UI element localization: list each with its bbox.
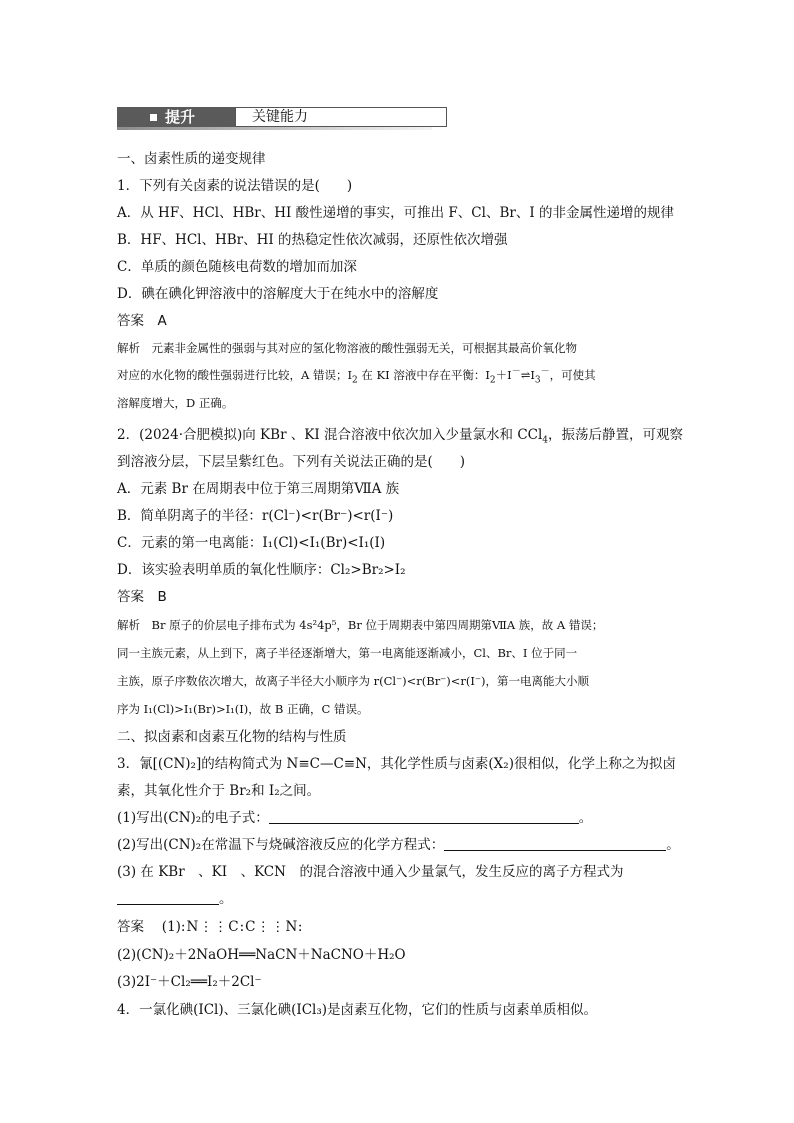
q1-option-a: A．从 HF、HCl、HBr、HI 酸性递增的事实，可推出 F、Cl、Br、I 的非金属性递增的规律 (117, 205, 674, 221)
section-header (117, 107, 432, 129)
q1-exp-part-d: ⇌I (520, 368, 535, 382)
q3-part-2-label: (2)写出(CN)₂在常温下与烧碱溶液反应的化学方程式： (117, 837, 445, 853)
q3-part-1-period: 。 (578, 810, 593, 826)
q4-stem: 4．一氯化碘(ICl)、三氯化碘(ICl₃)是卤素互化物，它们的性质与卤素单质相似。 (117, 1002, 598, 1018)
q2-stem-part-a: 2．(2024·合肥模拟)向 KBr 、KI 混合溶液中依次加入少量氯水和 CCl (117, 427, 543, 443)
q3-part-2-period: 。 (666, 837, 680, 853)
square-bullet-icon (150, 114, 157, 121)
answer-blank-2 (444, 837, 666, 851)
q1-option-d: D．碘在碘化钾溶液中的溶解度大于在纯水中的溶解度 (117, 286, 439, 302)
q3-answer-1-num: (1) (161, 919, 181, 935)
header-title: 提升 (165, 108, 196, 126)
q2-stem-line-2: 到溶液分层，下层呈紫红色。下列有关说法正确的是( ) (117, 454, 466, 470)
q3-part-3-period: 。 (219, 891, 233, 907)
q3-answer-3: (3)2I⁻＋Cl₂══I₂＋2Cl⁻ (117, 974, 262, 990)
q3-part-3-blank-line (117, 890, 233, 908)
q1-stem: 1．下列有关卤素的说法错误的是( ) (117, 178, 353, 194)
q3-part-3: (3) 在 KBr 、KI 、KCN 的混合溶液中通入少量氯气，发生反应的离子方程式为 (117, 864, 624, 880)
q2-option-b: B．简单阴离子的半径：r(Cl⁻)<r(Br⁻)<r(I⁻) (117, 508, 394, 524)
q2-stem-line-1: 2．(2024·合肥模拟)向 KBr 、KI 混合溶液中依次加入少量氯水和 CCl$_4$，振荡后静置，可观察 (117, 427, 684, 446)
q3-stem-line-1: 3．氰[(CN)₂]的结构简式为 N≡C—C≡N，其化学性质与卤素(X₂)很相似，化学上称之为拟卤 (117, 756, 676, 772)
q2-answer: 答案 B (117, 589, 167, 605)
q1-exp-part-b: 在 KI 溶液中存在平衡：I (357, 368, 490, 382)
q1-explanation-line-2: 对应的水化物的酸性强弱进行比较，A 错误；$I_2$ 在 KI 溶液中存在平衡：$I_2+I^-\rightleftharpoons I_3^-$，可使其 (117, 367, 596, 386)
q1-exp-part-c: ＋I (495, 368, 512, 382)
q3-part-1 (117, 809, 592, 827)
q1-explanation-line-3: 溶解度增大，D 正确。 (117, 396, 234, 410)
answer-blank-3 (117, 891, 219, 905)
q2-option-c: C．元素的第一电离能：I₁(Cl)<I₁(Br)<I₁(I) (117, 535, 386, 551)
section-2-title: 二、拟卤素和卤素互化物的结构与性质 (117, 729, 347, 745)
q3-part-2 (117, 836, 680, 854)
q2-stem-part-b: ，振荡后静置，可观察 (548, 427, 684, 443)
q1-option-b: B．HF、HCl、HBr、HI 的热稳定性依次减弱，还原性依次增强 (117, 232, 508, 248)
q2-explanation-line-4: 序为 I₁(Cl)>I₁(Br)>I₁(I)，故 B 正确，C 错误。 (117, 702, 369, 716)
q2-explanation-line-1: 解析 Br 原子的价层电子排布式为 4s²4p⁵，Br 位于周期表中第四周期第ⅦA 族，故 A 错误； (117, 618, 604, 632)
answer-blank-1 (269, 810, 579, 824)
q1-exp-part-a: 对应的水化物的酸性强弱进行比较，A 错误；I (117, 368, 353, 382)
q1-answer: 答案 A (117, 313, 167, 329)
section-1-title: 一、卤素性质的递变规律 (117, 151, 266, 167)
q3-answer-2: (2)(CN)₂＋2NaOH══NaCN＋NaCNO＋H₂O (117, 947, 406, 963)
q3-stem-line-2: 素，其氧化性介于 Br₂和 I₂之间。 (117, 783, 321, 799)
cn2-electron-formula: :N⋮⋮C:C⋮⋮N: (180, 919, 304, 935)
q3-answer-label: 答案 (117, 919, 144, 935)
q2-explanation-line-2: 同一主族元素，从上到下，离子半径逐渐增大，第一电离能逐渐减小，Cl、Br、I 位于同一 (117, 646, 578, 660)
q2-option-d: D．该实验表明单质的氧化性顺序：Cl₂>Br₂>I₂ (117, 562, 406, 578)
header-subtitle: 关键能力 (252, 109, 308, 125)
q1-option-c: C．单质的颜色随核电荷数的增加而加深 (117, 259, 357, 275)
q2-option-a: A．元素 Br 在周期表中位于第三周期第ⅦA 族 (117, 481, 400, 497)
q1-exp-part-e: ，可使其 (549, 368, 596, 382)
q3-answer-1 (117, 918, 303, 936)
q3-part-1-label: (1)写出(CN)₂的电子式： (117, 810, 269, 826)
q1-explanation-line-1: 解析 元素非金属性的强弱与其对应的氢化物溶液的酸性强弱无关，可根据其最高价氧化物 (117, 341, 577, 355)
q2-explanation-line-3: 主族，原子序数依次增大，故离子半径大小顺序为 r(Cl⁻)<r(Br⁻)<r(I⁻)，第一电离能大小顺 (117, 674, 590, 688)
